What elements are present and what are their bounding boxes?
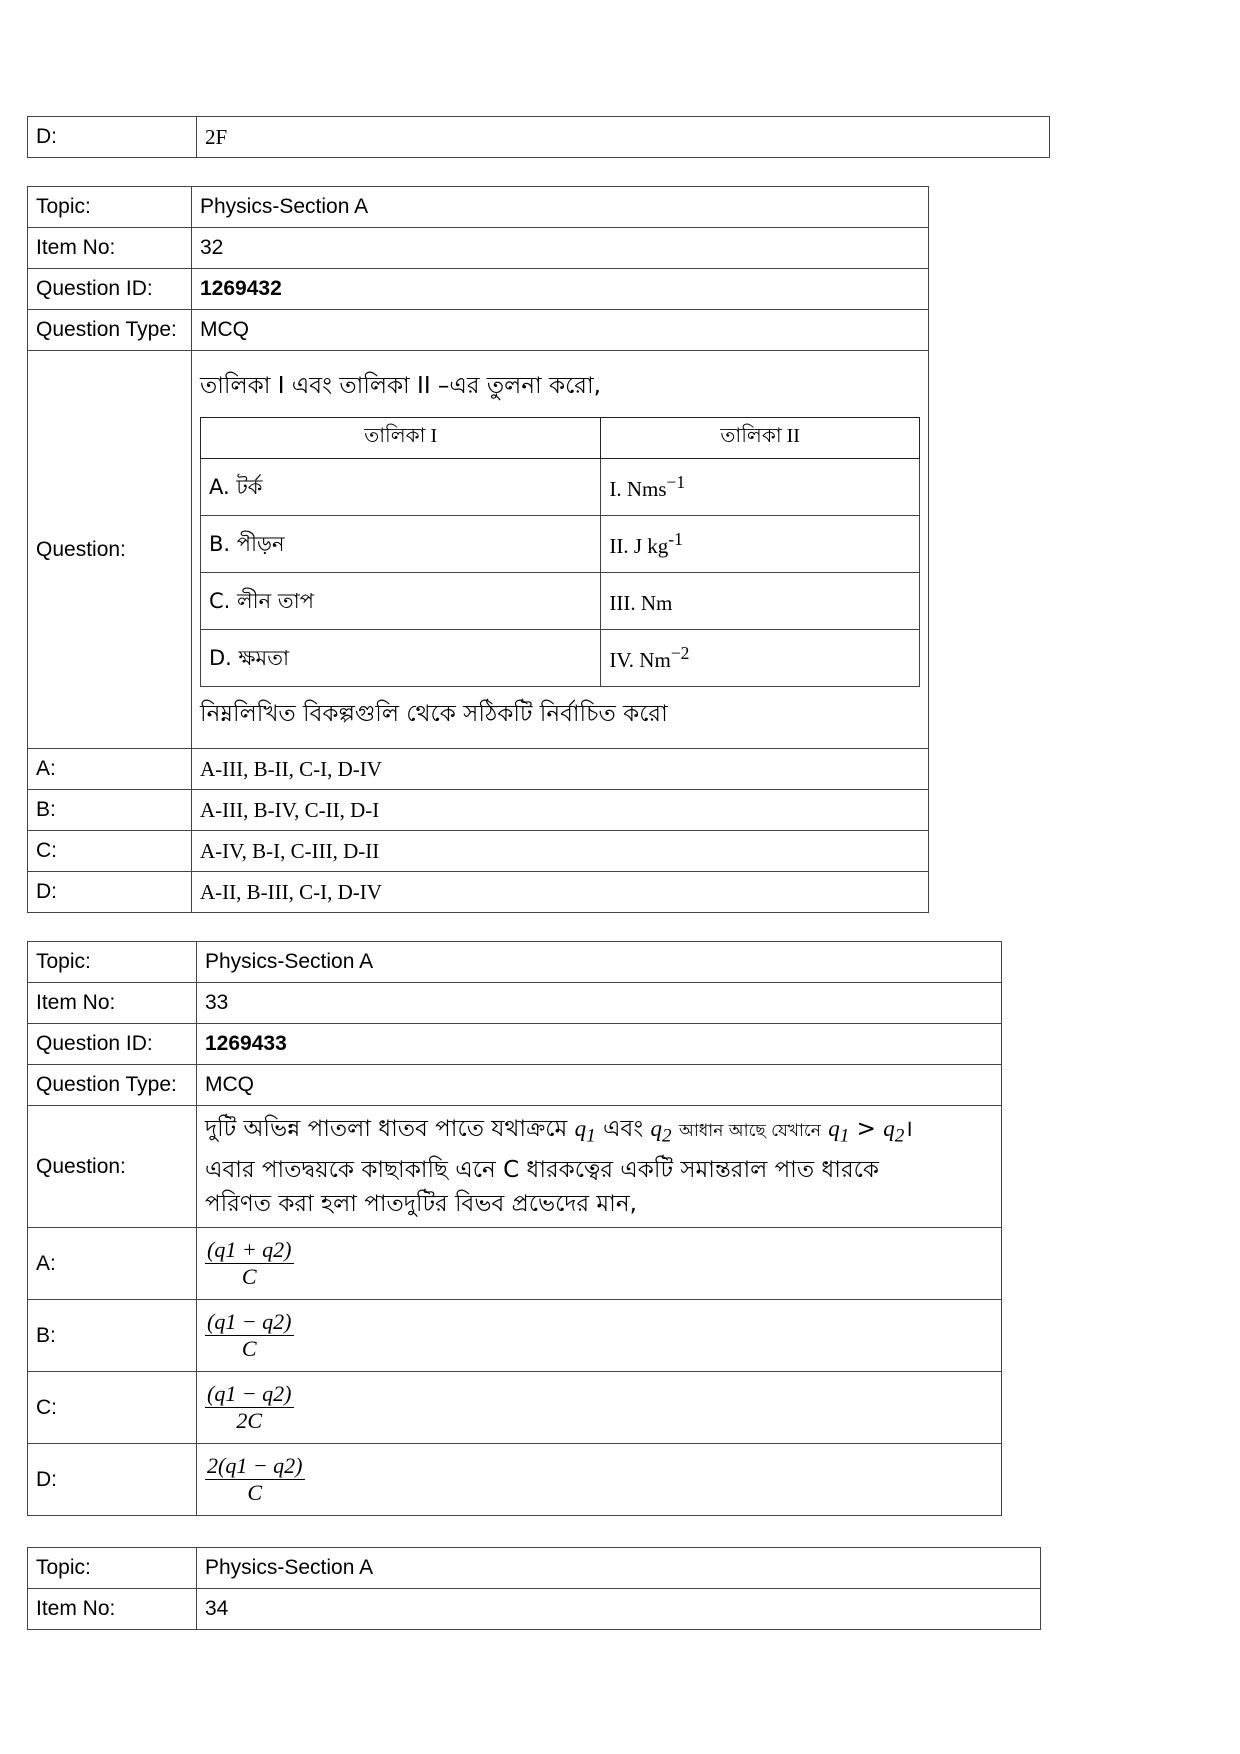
match-right <box>601 572 920 629</box>
match-left: A. টর্ক <box>201 458 601 515</box>
match-right <box>601 629 920 686</box>
q-letter: q <box>574 1115 587 1141</box>
match-table <box>200 417 920 687</box>
q-letter: q <box>650 1115 663 1141</box>
fraction <box>205 1381 294 1434</box>
option-c-label: C: <box>28 1372 197 1444</box>
option-d-value: 2F <box>197 117 1050 158</box>
item-no-value: 34 <box>197 1589 1041 1630</box>
option-b-label: B: <box>28 1300 197 1372</box>
item-no-label: Item No: <box>28 228 192 269</box>
option-a-label: A: <box>28 749 192 790</box>
question-id-value: 1269432 <box>192 269 929 310</box>
question-32-table <box>27 186 929 913</box>
q-subscript: 2 <box>894 1125 905 1147</box>
question-34-table <box>27 1547 1041 1630</box>
match-right-unit: I. Nms <box>609 476 667 501</box>
question-id-label: Question ID: <box>28 1024 197 1065</box>
question-id-label: Question ID: <box>28 269 192 310</box>
item-no-value: 32 <box>192 228 929 269</box>
match-left: B. পীড়ন <box>201 515 601 572</box>
q1-symbol <box>828 1115 850 1147</box>
greater-than: > <box>856 1115 876 1142</box>
topic-value: Physics-Section A <box>192 187 929 228</box>
option-b-label: B: <box>28 790 192 831</box>
option-d-value: A-II, B-III, C-I, D-IV <box>192 872 929 913</box>
option-c-label: C: <box>28 831 192 872</box>
match-right-exponent: −2 <box>670 642 690 663</box>
question-body <box>192 351 929 749</box>
fraction <box>205 1309 294 1362</box>
q-letter: q <box>883 1115 895 1141</box>
q2-symbol <box>883 1115 905 1147</box>
fraction <box>205 1237 294 1290</box>
q-subscript: 1 <box>839 1125 850 1147</box>
topic-label: Topic: <box>28 1548 197 1589</box>
match-right-exponent: −1 <box>666 471 686 492</box>
option-b-value: A-III, B-IV, C-II, D-I <box>192 790 929 831</box>
question-line-1 <box>205 1112 993 1154</box>
option-d-label: D: <box>28 1444 197 1516</box>
fraction-numerator: (q1 − q2) <box>207 1309 292 1334</box>
question-33-table <box>27 941 1002 1516</box>
match-row <box>201 515 920 572</box>
fraction-denominator: C <box>247 1480 263 1505</box>
topic-value: Physics-Section A <box>197 942 1002 983</box>
match-right-exponent: -1 <box>668 528 683 549</box>
option-b-value <box>197 1300 1002 1372</box>
match-header-right: তালিকা II <box>601 417 920 458</box>
match-right <box>601 458 920 515</box>
question-outro: নিম্নলিখিত বিকল্পগুলি থেকে সঠিকটি নির্বাচিত করো <box>200 700 668 727</box>
question-id-value: 1269433 <box>197 1024 1002 1065</box>
question-line-3: পরিণত করা হলা পাতদুটির বিভব প্রভেদের মান, <box>205 1191 637 1218</box>
match-header-left: তালিকা I <box>201 417 601 458</box>
q-subscript: 2 <box>662 1125 672 1147</box>
topic-value: Physics-Section A <box>197 1548 1041 1589</box>
fraction-numerator: 2(q1 − q2) <box>207 1453 303 1478</box>
question-type-value: MCQ <box>192 310 929 351</box>
question-body <box>197 1106 1002 1228</box>
question-text: । <box>904 1115 913 1142</box>
option-c-value <box>197 1372 1002 1444</box>
question-label: Question: <box>28 1106 197 1228</box>
match-row <box>201 572 920 629</box>
question-type-label: Question Type: <box>28 1065 197 1106</box>
q-letter: q <box>828 1115 840 1141</box>
option-d-value <box>197 1444 1002 1516</box>
fraction-denominator: C <box>241 1264 257 1289</box>
q1-symbol <box>574 1115 596 1147</box>
question-text: আধান আছে যেখানে <box>678 1120 821 1141</box>
option-c-value: A-IV, B-I, C-III, D-II <box>192 831 929 872</box>
topic-label: Topic: <box>28 187 192 228</box>
option-a-value <box>197 1228 1002 1300</box>
match-right-unit: II. J kg <box>609 533 669 558</box>
fraction-numerator: (q1 − q2) <box>207 1381 292 1406</box>
fraction <box>205 1453 305 1506</box>
option-d-label: D: <box>28 872 192 913</box>
topic-label: Topic: <box>28 942 197 983</box>
item-no-label: Item No: <box>28 983 197 1024</box>
option-a-label: A: <box>28 1228 197 1300</box>
match-row <box>201 458 920 515</box>
previous-question-tail <box>27 116 1050 158</box>
match-row <box>201 629 920 686</box>
match-right-unit: III. Nm <box>609 590 673 615</box>
question-type-label: Question Type: <box>28 310 192 351</box>
item-no-label: Item No: <box>28 1589 197 1630</box>
q-subscript: 1 <box>586 1125 596 1147</box>
fraction-numerator: (q1 + q2) <box>207 1237 292 1262</box>
match-left: D. ক্ষমতা <box>201 629 601 686</box>
question-text: দুটি অভিন্ন পাতলা ধাতব পাতে যথাক্রমে <box>205 1115 568 1142</box>
question-intro: তালিকা I এবং তালিকা II –এর তুলনা করো, <box>200 372 601 399</box>
match-right-unit: IV. Nm <box>609 647 671 672</box>
option-d-label: D: <box>28 117 197 158</box>
question-label: Question: <box>28 351 192 749</box>
question-type-value: MCQ <box>197 1065 1002 1106</box>
item-no-value: 33 <box>197 983 1002 1024</box>
fraction-denominator: C <box>241 1336 257 1361</box>
option-a-value: A-III, B-II, C-I, D-IV <box>192 749 929 790</box>
match-left: C. লীন তাপ <box>201 572 601 629</box>
question-text: এবং <box>603 1115 644 1142</box>
match-right <box>601 515 920 572</box>
question-line-2: এবার পাতদ্বয়কে কাছাকাছি এনে C ধারকত্বের একটি সমান্তরাল পাত ধারকে <box>205 1157 879 1184</box>
fraction-denominator: 2C <box>236 1408 263 1433</box>
q2-symbol <box>650 1115 672 1147</box>
